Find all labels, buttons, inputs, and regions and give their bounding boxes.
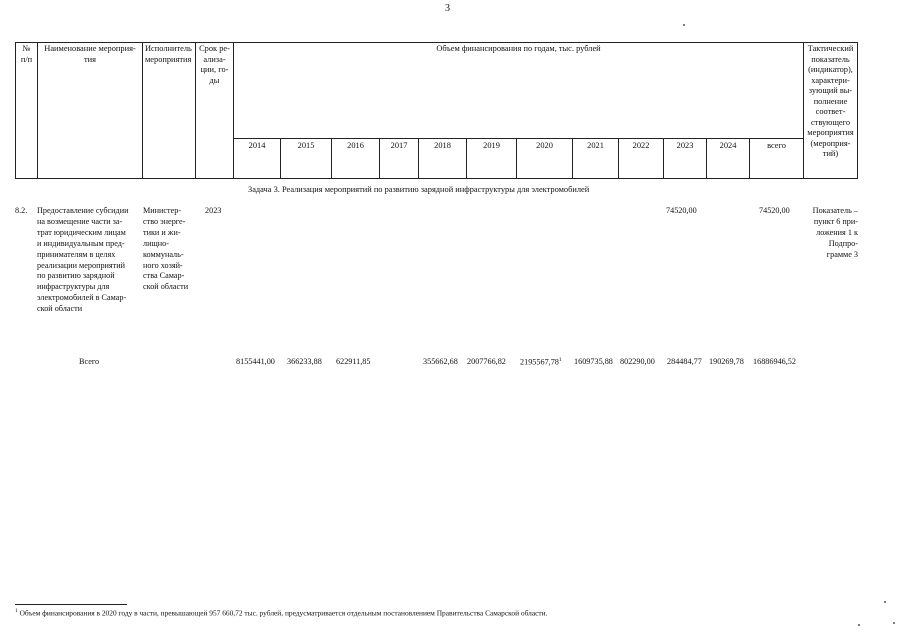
scan-speck (884, 601, 886, 603)
total-label: Всего (79, 357, 100, 366)
scan-speck (893, 622, 895, 624)
row-8-2-executor: Министер- ство энерге- тики и жи- лищно- коммуналь- ного хозяй- ства Самар- ской области (143, 206, 189, 292)
row-8-2-total: 74520,00 (759, 206, 790, 215)
footnote-mark: 1 (15, 608, 18, 614)
total-2016: 622911,85 (336, 357, 371, 366)
year-2014: 2014 (234, 139, 281, 179)
scan-speck (683, 24, 685, 26)
header-num: № п/п (16, 43, 38, 179)
total-2020-value: 2195567,78 (520, 357, 559, 367)
footnote-text: Объем финансирования в 2020 году в части, превышающей 957 660,72 тыс. рублей, предусматривается отдельным постановлением Правительства Самарской области. (17, 608, 548, 618)
header-financing: Объем финансирования по годам, тыс. рублей (234, 43, 804, 139)
year-2020: 2020 (517, 139, 573, 179)
total-2014: 8155441,00 (236, 357, 275, 366)
year-2022: 2022 (619, 139, 664, 179)
total-all: 16886946,52 (753, 357, 796, 366)
header-indicator: Тактический показатель (индикатор), характери- зующий вы- полнение соответ- ствующего мероприятия (мероприя- тий) (804, 43, 858, 179)
row-8-2-value-2023: 74520,00 (666, 206, 697, 215)
year-2019: 2019 (467, 139, 517, 179)
header-term: Срок ре- ализа- ции, го- ды (196, 43, 234, 179)
year-2024: 2024 (707, 139, 750, 179)
year-2015: 2015 (281, 139, 332, 179)
row-8-2-indicator: Показатель – пункт 6 при- ложения 1 к Подпро- грамме 3 (812, 206, 858, 259)
year-2016: 2016 (332, 139, 380, 179)
footnote-separator (15, 604, 127, 605)
header-executor: Исполнитель мероприятия (143, 43, 196, 179)
total-2023: 284484,77 (667, 357, 702, 366)
row-8-2-num: 8.2. (15, 206, 28, 215)
total-2024: 190269,78 (709, 357, 744, 366)
total-2018: 355662,68 (423, 357, 458, 366)
page-number: 3 (445, 3, 450, 14)
year-2018: 2018 (419, 139, 467, 179)
footnote (15, 608, 547, 617)
row-8-2-name: Предоставление субсидии на возмещение части за- трат юридическим лицам и индивидуальным пред- принимателям в целях реализации мероприятий по развитию зарядной инфраструктуры для электромобилей в Самар- ской области (37, 206, 129, 314)
header-name: Наименование мероприя- тия (38, 43, 143, 179)
year-total: всего (750, 139, 804, 179)
year-2017: 2017 (380, 139, 419, 179)
total-2022: 802290,00 (620, 357, 655, 366)
year-2023: 2023 (664, 139, 707, 179)
total-2020 (520, 357, 562, 367)
row-8-2-term: 2023 (205, 206, 222, 215)
scan-speck (858, 624, 860, 626)
total-2021: 1609735,88 (574, 357, 613, 366)
financing-table-header (15, 42, 858, 179)
total-2015: 366233,88 (287, 357, 322, 366)
year-2021: 2021 (573, 139, 619, 179)
total-2019: 2007766,82 (467, 357, 506, 366)
total-2020-footnote-mark: 1 (558, 357, 562, 363)
task-title: Задача 3. Реализация мероприятий по развитию зарядной инфраструктуры для электромобилей (248, 185, 590, 194)
